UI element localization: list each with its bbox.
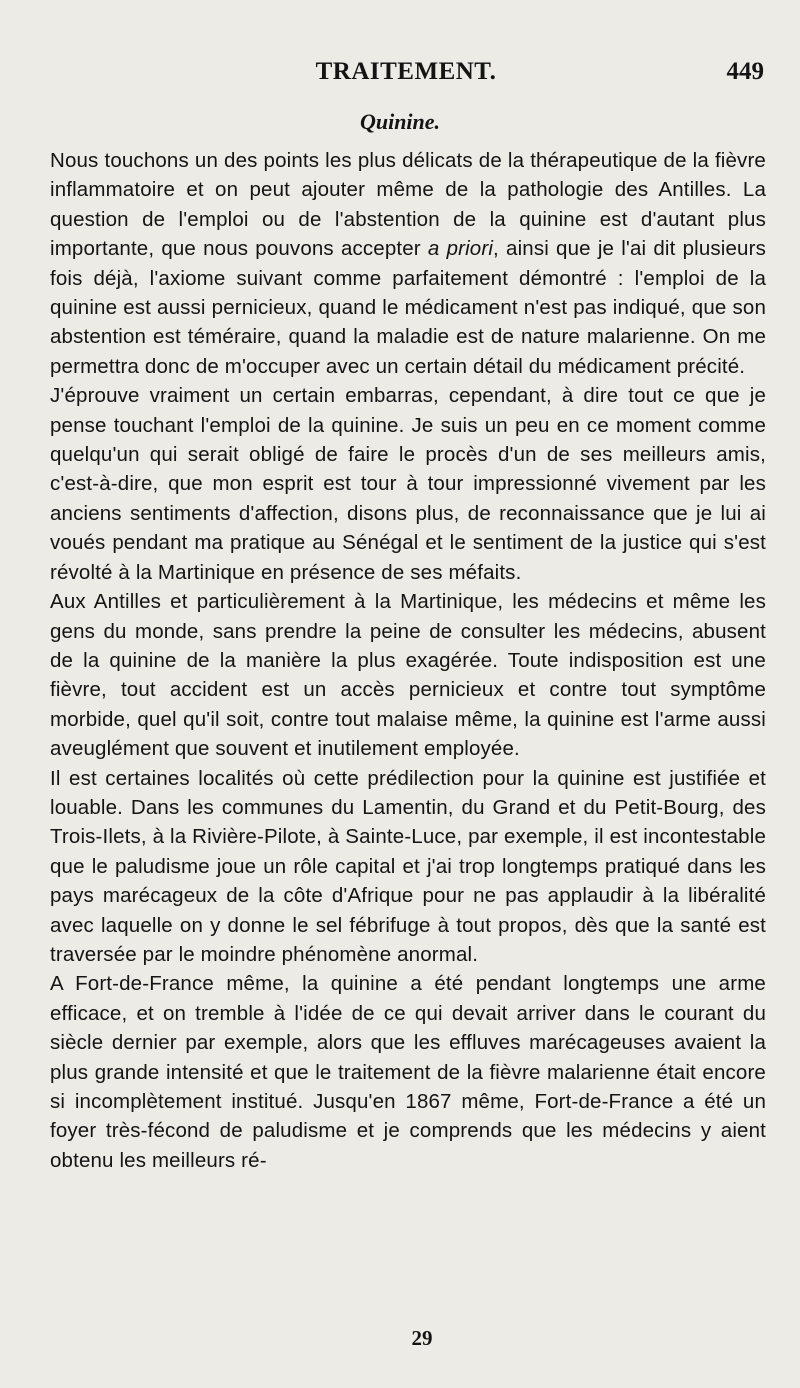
paragraph-3: Aux Antilles et particulièrement à la Martinique, les médecins et même les gens du monde, sans prendre la peine de consulter les médecins, abusent de la quinine de la manière la plus exagérée. Toute indisposition est une fièvre, tout accident est un accès pernicieux et contre tout symptôme morbide, quel qu'il soit, contre tout malaise même, la quinine est l'arme aussi aveuglément que souvent et inutilement employée. <box>50 590 766 761</box>
signature-mark: 29 <box>411 1326 433 1350</box>
paragraph-4: Il est certaines localités où cette prédilection pour la quinine est justifiée et louable. Dans les communes du Lamentin, du Grand et du Petit-Bourg, des Trois-Ilets, à la Rivière-Pilote, à Sainte-Luce, par exemple, il est incontestable que le paludisme joue un rôle capital et j'ai trop longtemps pratiqué dans les pays marécageux de la côte d'Afrique pour ne pas applaudir à la libéralité avec laquelle on y donne le sel fébrifuge à tout propos, dès que la santé est traversée par le moindre phénomène anormal. <box>50 766 766 966</box>
paragraph-1-text-end: , ainsi que je l'ai dit plusieurs fois déjà, l'axiome suivant comme parfaitement démontré : l'emploi de la quinine est aussi pernicieux, quand le médicament n'est pas indiqué, que son abstention est téméraire, quand la maladie est de nature malarienne. On me permettra donc de m'occuper avec un certain détail du médicament précité. <box>50 237 766 378</box>
paragraph-2: J'éprouve vraiment un certain embarras, cependant, à dire tout ce que je pense touchant l'emploi de la quinine. Je suis un peu en ce moment comme quelqu'un qui serait obligé de faire le procès d'un de ses meilleurs amis, c'est-à-dire, que mon esprit est tour à tour impressionné vivement par les anciens sentiments d'affection, disons plus, de reconnaissance que je lui ai voués pendant ma pratique au Sénégal et le sentiment de la justice qui s'est révolté à la Martinique en présence de ses méfaits. <box>50 384 766 584</box>
page-header <box>48 58 764 92</box>
paragraph-1 <box>50 146 766 381</box>
page-number: 449 <box>726 58 764 85</box>
running-title: TRAITEMENT. <box>315 58 497 85</box>
section-title: Quinine. <box>359 109 441 134</box>
paragraph-5: A Fort-de-France même, la quinine a été pendant longtemps une arme efficace, et on tremble à l'idée de ce qui devait arriver dans le courant du siècle dernier par exemple, alors que les effluves marécageuses avaient la plus grande intensité et que le traitement de la fièvre malarienne était encore si incomplètement institué. Jusqu'en 1867 même, Fort-de-France a été un foyer très-fécond de paludisme et je comprends que les médecins y aient obtenu les meilleurs ré- <box>50 972 766 1172</box>
paragraph-1-text-start: Nous touchons un des points les plus délicats de la thérapeutique de la fièvre inflammatoire et on peut ajouter même de la pathologie des Antilles. La question de l'emploi ou de l'abstention de la quinine est d'autant plus importante, que nous pouvons accepter <box>50 149 766 261</box>
body-text <box>50 146 766 1175</box>
paragraph-1-italic-phrase: a priori <box>427 237 494 261</box>
